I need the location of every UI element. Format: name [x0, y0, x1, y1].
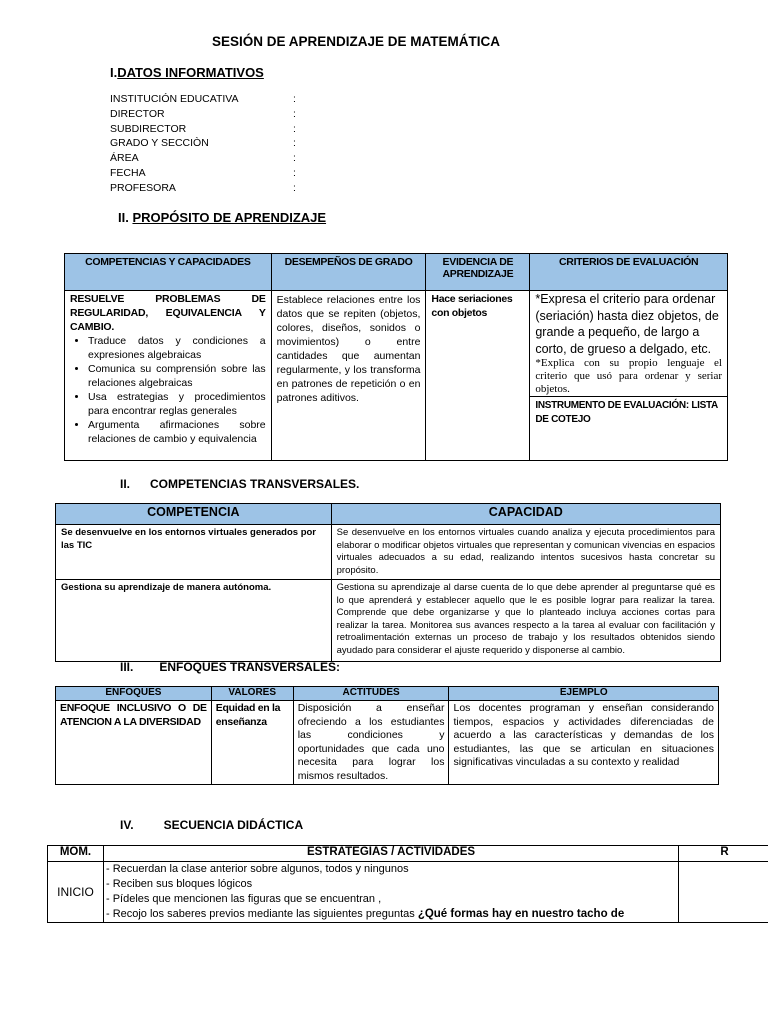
info-row [110, 151, 296, 166]
actitud-cell: Disposición a enseñar ofreciendo a los estudiantes las condiciones y oportunidades que cada uno necesita para lograr los mismos resultados. [293, 701, 449, 785]
datos-informativos-list [110, 92, 296, 196]
instrumento-evaluacion: INSTRUMENTO DE EVALUACIÓN: LISTA DE COTEJO [530, 396, 727, 431]
header-mom: MOM. [48, 846, 104, 862]
info-separator: : [293, 122, 296, 135]
table-row [56, 525, 721, 580]
momento-cell: INICIO [48, 862, 104, 923]
info-label: INSTITUCIÓN EDUCATIVA [110, 93, 239, 105]
info-label: PROFESORA [110, 181, 176, 194]
header-estrategias: ESTRATEGIAS / ACTIVIDADES [103, 846, 678, 862]
section-label: DATOS INFORMATIVOS [117, 65, 264, 80]
section-datos-informativos [110, 65, 264, 80]
table-header-row [65, 254, 728, 291]
list-item: • Argumenta afirmaciones sobre relaciones de cambio y equivalencia [88, 418, 266, 446]
header-valores: VALORES [211, 687, 293, 701]
table-header-row [56, 504, 721, 525]
evidencia-cell: Hace seriaciones con objetos [426, 291, 530, 461]
section-label: SECUENCIA DIDÁCTICA [163, 818, 304, 832]
proposito-table [64, 253, 728, 461]
capacidad-cell: Gestiona su aprendizaje al darse cuenta de lo que debe aprender al preguntarse qué es lo que aprenderá y establecer aquello que le es posible lograr para realizar la tarea. Comprende que debe organizarse y que lo planteado incluya acciones cortas para realizar la tarea. Monitorea sus avances respecto a la tarea al evaluar con facilitación y retroalimentación externas un proceso de trabajo y los resultados obtenidos siendo ayudado para considerar el ajuste requerido y disponerse al cambio. [331, 580, 720, 662]
list-item: - Recuerdan la clase anterior sobre algunos, todos y ningunos [105, 863, 409, 875]
criterios-cell [530, 291, 728, 461]
competencias-cell [65, 291, 272, 461]
section-number: II. [118, 210, 129, 225]
criterio-1: *Expresa el criterio para ordenar (seriación) hasta diez objetos, de grande a pequeño, de largo a corto, de grueso a delgado, etc. [535, 292, 719, 356]
header-actitudes: ACTITUDES [293, 687, 449, 701]
secuencia-table [47, 845, 768, 923]
header-competencia: COMPETENCIA [56, 504, 332, 525]
header-capacidad: CAPACIDAD [331, 504, 720, 525]
header-competencias: COMPETENCIAS Y CAPACIDADES [65, 254, 272, 291]
table-row [56, 701, 719, 785]
table-row [65, 291, 728, 461]
enfoque-cell: ENFOQUE INCLUSIVO O DE ATENCION A LA DIVERSIDAD [56, 701, 212, 785]
valor-cell: Equidad en la enseñanza [211, 701, 293, 785]
info-row [110, 107, 296, 122]
page-title: SESIÓN DE APRENDIZAJE DE MATEMÁTICA [211, 34, 501, 49]
info-label: SUBDIRECTOR [110, 122, 187, 135]
list-item [106, 907, 676, 922]
header-evidencia: EVIDENCIA DE APRENDIZAJE [426, 254, 530, 291]
info-label: DIRECTOR [110, 107, 165, 120]
header-r: R [679, 846, 768, 862]
competencia-cell: Se desenvuelve en los entornos virtuales generados por las TIC [56, 525, 332, 580]
section-competencias-transversales [120, 477, 359, 491]
capacidades-list [70, 334, 266, 446]
info-row [110, 181, 296, 196]
section-proposito [118, 210, 326, 225]
table-header-row [48, 846, 768, 862]
header-ejemplo: EJEMPLO [449, 687, 719, 701]
section-number: IV. [120, 818, 134, 832]
table-header-row [56, 687, 719, 701]
info-label: FECHA [110, 166, 146, 179]
section-label: PROPÓSITO DE APRENDIZAJE [132, 210, 327, 225]
info-separator: : [293, 166, 296, 179]
enfoques-table [55, 686, 719, 785]
info-separator: : [293, 137, 296, 150]
info-separator: : [293, 181, 296, 194]
criterio-2: *Explica con su propio lenguaje el criterio que usó para ordenar y seriar objetos. [535, 357, 722, 395]
list-item: • Usa estrategias y procedimientos para encontrar reglas generales [88, 390, 266, 418]
section-enfoques-transversales [120, 660, 340, 674]
section-label: COMPETENCIAS TRANSVERSALES. [150, 477, 360, 491]
table-row [56, 580, 721, 662]
competencia-name: RESUELVE PROBLEMAS DE REGULARIDAD, EQUIVALENCIA Y CAMBIO. [70, 293, 266, 333]
header-enfoques: ENFOQUES [56, 687, 212, 701]
info-separator: : [293, 152, 296, 165]
info-separator: : [293, 93, 296, 105]
competencia-cell: Gestiona su aprendizaje de manera autónoma. [56, 580, 332, 662]
section-number: I. [110, 65, 118, 80]
list-item: - Pídeles que mencionen las figuras que se encuentran , [105, 893, 382, 905]
section-number: III. [120, 660, 134, 674]
list-item: - Reciben sus bloques lógicos [105, 878, 253, 890]
header-desempenos: DESEMPEÑOS DE GRADO [271, 254, 426, 291]
info-label: GRADO Y SECCIÒN [110, 137, 209, 150]
desempeno-cell: Establece relaciones entre los datos que se repiten (objetos, colores, diseños, sonidos o movimientos) o entre cantidades que aumentan regularmente, y los transforma en patrones de repetición o en patrones aditivos. [271, 291, 426, 461]
competencias-transversales-table [55, 503, 721, 662]
info-row [110, 92, 296, 107]
info-separator: : [293, 107, 296, 120]
ejemplo-cell: Los docentes programan y enseñan considerando tiempos, espacios y actividades diferenciadas de acuerdo a las características y demandas de los estudiantes, las que se articulan en situaciones significativas vinculadas a su contexto y realidad [449, 701, 719, 785]
section-secuencia-didactica [120, 818, 303, 832]
capacidad-cell: Se desenvuelve en los entornos virtuales cuando analiza y ejecuta procedimientos para elaborar o modificar objetos virtuales que representan y comunican vivencias en espacios virtuales adecuados a su edad, realizando intentos sucesivos hasta concretar su propósito. [331, 525, 720, 580]
list-item: • Comunica su comprensión sobre las relaciones algebraicas [88, 362, 266, 390]
info-row [110, 166, 296, 181]
pregunta-text: ¿Qué formas hay en nuestro tacho de [417, 908, 625, 920]
header-criterios: CRITERIOS DE EVALUACIÓN [530, 254, 728, 291]
section-label: ENFOQUES TRANSVERSALES: [159, 660, 341, 674]
info-row [110, 122, 296, 137]
section-number: II. [120, 477, 131, 491]
info-label: ÁREA [110, 152, 139, 165]
table-row [48, 862, 768, 923]
actividades-cell [103, 862, 678, 923]
info-row [110, 136, 296, 151]
list-item: • Traduce datos y condiciones a expresiones algebraicas [88, 334, 266, 362]
actividad-text: - Recojo los saberes previos mediante las siguientes preguntas [105, 908, 418, 920]
r-cell [679, 862, 768, 923]
